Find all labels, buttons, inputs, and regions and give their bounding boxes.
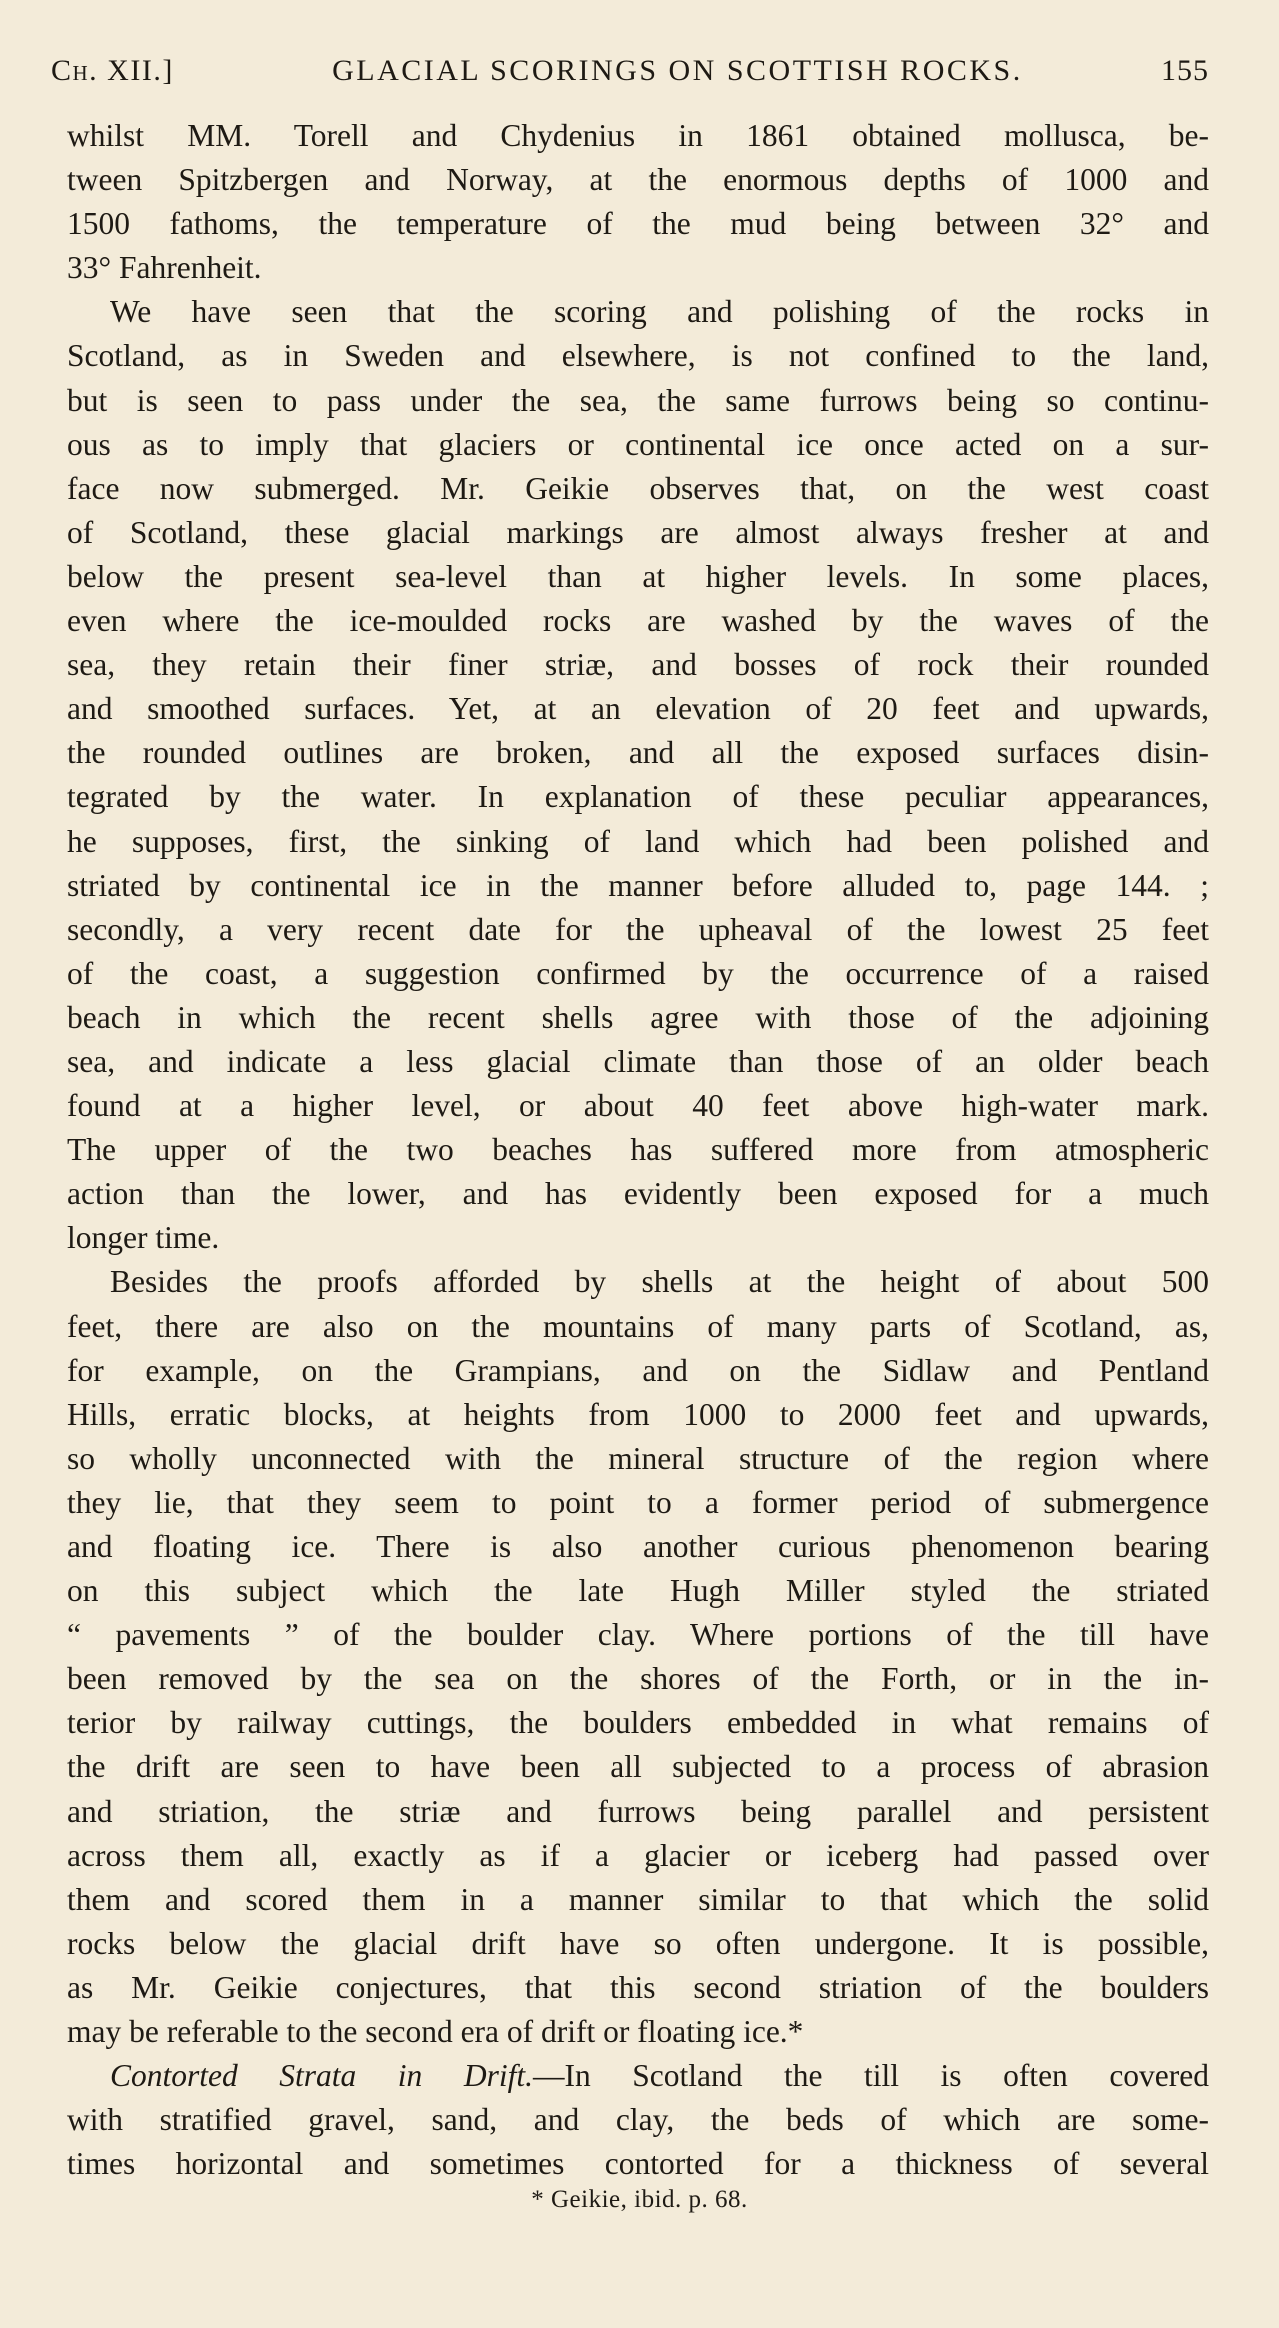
text-line: but is seen to pass under the sea, the same furrows being so continu-	[67, 382, 1209, 418]
text-line: Hills, erratic blocks, at heights from 1000 to 2000 feet and upwards,	[67, 1396, 1209, 1432]
text-line: 1500 fathoms, the temperature of the mud being between 32° and	[67, 206, 1209, 242]
text-line: Scotland, as in Sweden and elsewhere, is not confined to the land,	[67, 338, 1209, 374]
text-line: 33° Fahrenheit.	[67, 250, 262, 286]
text-line: of Scotland, these glacial markings are almost always fresher at and	[67, 514, 1209, 550]
text-line: face now submerged. Mr. Geikie observes that, on the west coast	[67, 470, 1209, 506]
text-line: times horizontal and sometimes contorted for a thickness of several	[67, 2146, 1209, 2182]
page-number: 155	[1161, 54, 1209, 87]
text-line: so wholly unconnected with the mineral structure of the region where	[67, 1440, 1209, 1476]
running-head	[51, 54, 1209, 94]
text-line: below the present sea-level than at higher levels. In some places,	[67, 558, 1209, 594]
text-run: —In Scotland the till is often covered	[532, 2058, 1210, 2094]
text-line: them and scored them in a manner similar to that which the solid	[67, 1881, 1209, 1917]
text-line: may be referable to the second era of drift or floating ice.*	[67, 2014, 804, 2050]
text-line: found at a higher level, or about 40 feet above high-water mark.	[67, 1088, 1209, 1124]
text-line	[67, 2054, 1209, 2098]
text-line: of the coast, a suggestion confirmed by the occurrence of a raised	[67, 955, 1209, 991]
text-line: We have seen that the scoring and polishing of the rocks in	[110, 294, 1209, 330]
text-line: tegrated by the water. In explanation of these peculiar appearances,	[67, 779, 1209, 815]
text-line: the rounded outlines are broken, and all the exposed surfaces disin-	[67, 735, 1209, 771]
text-line: and smoothed surfaces. Yet, at an elevation of 20 feet and upwards,	[67, 691, 1209, 727]
text-line: for example, on the Grampians, and on the Sidlaw and Pentland	[67, 1352, 1209, 1388]
text-line: terior by railway cuttings, the boulders embedded in what remains of	[67, 1705, 1209, 1741]
text-line: beach in which the recent shells agree with those of the adjoining	[67, 999, 1209, 1035]
paragraph	[67, 290, 1209, 1260]
text-line: longer time.	[67, 1220, 220, 1256]
paragraph	[67, 1260, 1209, 2054]
text-line: even where the ice-moulded rocks are washed by the waves of the	[67, 603, 1209, 639]
text-line: as Mr. Geikie conjectures, that this second striation of the boulders	[67, 1969, 1209, 2005]
text-line: sea, they retain their finer striæ, and bosses of rock their rounded	[67, 647, 1209, 683]
text-line: The upper of the two beaches has suffered more from atmospheric	[67, 1132, 1209, 1168]
section-heading: Contorted Strata in Drift.	[110, 2058, 533, 2094]
text-line: been removed by the sea on the shores of the Forth, or in the in-	[67, 1661, 1209, 1697]
paragraph	[67, 114, 1209, 290]
text-line: “ pavements ” of the boulder clay. Where portions of the till have	[67, 1617, 1209, 1653]
text-line: secondly, a very recent date for the upheaval of the lowest 25 feet	[67, 911, 1209, 947]
text-line: striated by continental ice in the manner before alluded to, page 144. ;	[67, 867, 1209, 903]
text-line: ous as to imply that glaciers or continental ice once acted on a sur-	[67, 426, 1209, 462]
text-line: he supposes, first, the sinking of land which had been polished and	[67, 823, 1209, 859]
text-line: rocks below the glacial drift have so often undergone. It is possible,	[67, 1925, 1209, 1961]
paragraph	[67, 2054, 1209, 2186]
text-line: they lie, that they seem to point to a former period of submergence	[67, 1484, 1209, 1520]
text-line: Besides the proofs afforded by shells at the height of about 500	[110, 1264, 1209, 1300]
text-line: with stratified gravel, sand, and clay, the beds of which are some-	[67, 2102, 1209, 2138]
text-line: tween Spitzbergen and Norway, at the enormous depths of 1000 and	[67, 162, 1209, 198]
text-line: the drift are seen to have been all subjected to a process of abrasion	[67, 1749, 1209, 1785]
text-line: across them all, exactly as if a glacier or iceberg had passed over	[67, 1837, 1209, 1873]
text-line: on this subject which the late Hugh Miller styled the striated	[67, 1573, 1209, 1609]
footnote: * Geikie, ibid. p. 68.	[531, 2186, 748, 2213]
chapter-reference: Ch. XII.]	[51, 54, 174, 87]
text-line: and striation, the striæ and furrows being parallel and persistent	[67, 1793, 1209, 1829]
text-line: sea, and indicate a less glacial climate than those of an older beach	[67, 1043, 1209, 1079]
text-line: feet, there are also on the mountains of many parts of Scotland, as,	[67, 1308, 1209, 1344]
body-text	[67, 114, 1209, 2186]
text-line: and floating ice. There is also another curious phenomenon bearing	[67, 1529, 1209, 1564]
text-line: whilst MM. Torell and Chydenius in 1861 obtained mollusca, be-	[67, 118, 1209, 153]
text-line: action than the lower, and has evidently been exposed for a much	[67, 1176, 1209, 1212]
running-title: GLACIAL SCORINGS ON SCOTTISH ROCKS.	[332, 54, 1023, 87]
